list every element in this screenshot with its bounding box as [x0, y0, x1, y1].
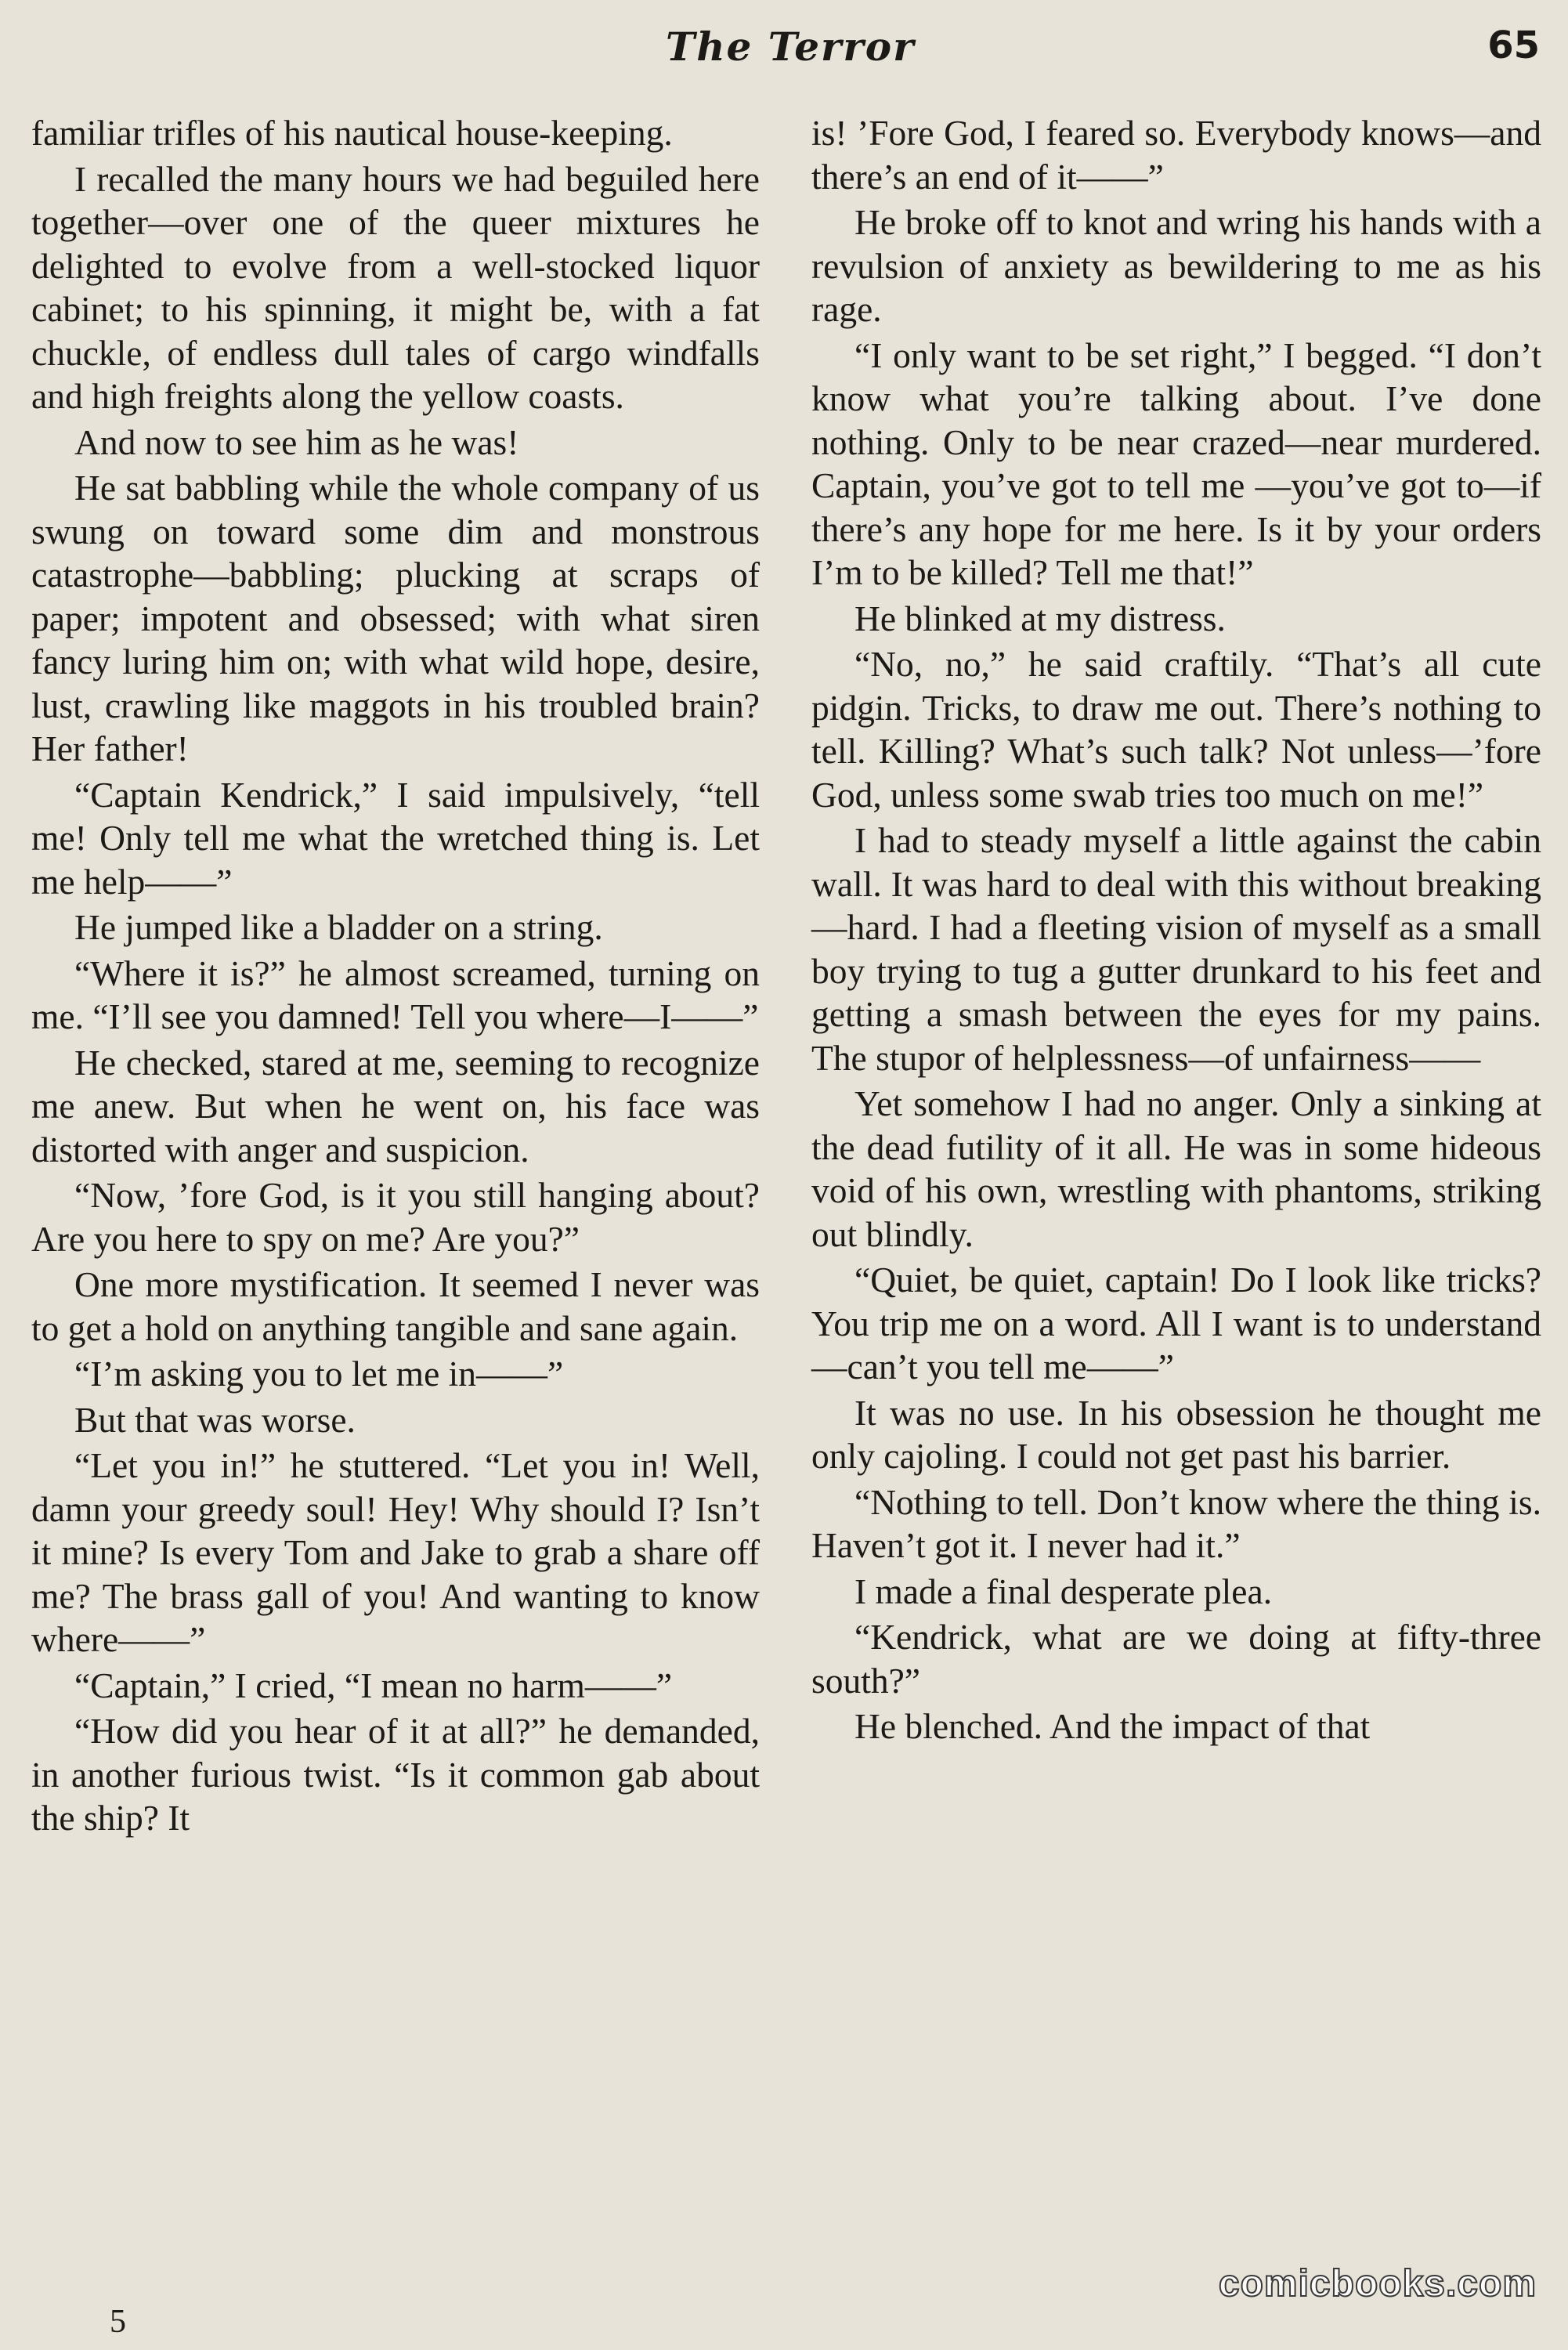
paragraph: He broke off to knot and wring his hands with a revulsion of anxiety as bewildering to me as his rage. [811, 202, 1541, 329]
paragraph: And now to see him as he was! [74, 421, 519, 462]
paragraph: is! ’Fore God, I feared so. Everybody knows—and there’s an end of it——” [811, 113, 1541, 197]
paragraph: “I only want to be set right,” I begged. “I don’t know what you’re talking about. I’ve done nothing. Only to be near crazed—near murdered. Captain, you’ve got to tell me —you’ve got to—if there’s any hope for me here. Is it by your orders I’m to be killed? Tell me that!” [811, 334, 1541, 592]
right-column [811, 111, 1541, 1751]
paragraph: I made a final desperate plea. [854, 1571, 1273, 1611]
running-head [0, 24, 1568, 78]
page-number: 65 [1487, 24, 1540, 67]
paragraph: He blenched. And the impact of that [854, 1706, 1371, 1746]
paragraph: “Captain,” I cried, “I mean no harm——” [74, 1665, 673, 1705]
signature-mark: 5 [110, 2304, 126, 2340]
paragraph: I had to steady myself a little against the cabin wall. It was hard to deal with this without breaking—hard. I had a fleeting vision of myself as a small boy trying to tug a gutter drunkard to his feet and getting a smash between the eyes for my pains. The stupor of helplessness—of unfairness—— [811, 820, 1541, 1078]
paragraph: “How did you hear of it at all?” he demanded, in another furious twist. “Is it common gab about the ship? It [31, 1711, 760, 1838]
paragraph: “Kendrick, what are we doing at fifty-three south?” [811, 1617, 1541, 1701]
running-title: The Terror [666, 24, 916, 70]
paragraph: “I’m asking you to let me in——” [74, 1354, 564, 1394]
paragraph: But that was worse. [74, 1399, 356, 1440]
paragraph: “Where it is?” he almost screamed, turning on me. “I’ll see you damned! Tell you where—I——” [31, 953, 760, 1036]
paragraph: “Now, ’fore God, is it you still hanging about? Are you here to spy on me? Are you?” [31, 1175, 760, 1259]
paragraph: One more mystification. It seemed I never was to get a hold on anything tangible and sane again. [31, 1264, 760, 1348]
paragraph: Yet somehow I had no anger. Only a sinking at the dead futility of it all. He was in some hideous void of his own, wrestling with phantoms, striking out blindly. [811, 1083, 1541, 1254]
paragraph: He sat babbling while the whole company of us swung on toward some dim and monstrous catastrophe—babbling; plucking at scraps of paper; impotent and obsessed; with what siren fancy luring him on; with what wild hope, desire, lust, crawling like maggots in his troubled brain? Her father! [31, 468, 760, 768]
paragraph: “Captain Kendrick,” I said impulsively, “tell me! Only tell me what the wretched thing is. Let me help——” [31, 774, 760, 902]
paragraph: “Nothing to tell. Don’t know where the thing is. Haven’t got it. I never had it.” [811, 1481, 1541, 1565]
paragraph: He jumped like a bladder on a string. [74, 907, 603, 947]
paragraph: He blinked at my distress. [854, 598, 1226, 638]
paragraph: “Let you in!” he stuttered. “Let you in! Well, damn your greedy soul! Hey! Why should I? Isn’t it mine? Is every Tom and Jake to grab a share off me? The brass gall of you! And wanting to know where——” [31, 1445, 760, 1659]
paragraph: familiar trifles of his nautical house-keeping. [31, 113, 673, 153]
left-column [31, 111, 760, 1842]
paragraph: “No, no,” he said craftily. “That’s all cute pidgin. Tricks, to draw me out. There’s nothing to tell. Killing? What’s such talk? Not unless—’fore God, unless some swab tries too much on me!” [811, 644, 1541, 815]
watermark: comicbooks.com [1218, 2263, 1537, 2305]
paragraph: It was no use. In his obsession he thought me only cajoling. I could not get past his barrier. [811, 1392, 1541, 1476]
paragraph: I recalled the many hours we had beguiled here together—over one of the queer mixtures he delighted to evolve from a well-stocked liquor cabinet; to his spinning, it might be, with a fat chuckle, of endless dull tales of cargo windfalls and high freights along the yellow coasts. [31, 158, 760, 416]
paragraph: He checked, stared at me, seeming to recognize me anew. But when he went on, his face was distorted with anger and suspicion. [31, 1042, 760, 1170]
paragraph: “Quiet, be quiet, captain! Do I look like tricks? You trip me on a word. All I want is to understand—can’t you tell me——” [811, 1260, 1541, 1386]
